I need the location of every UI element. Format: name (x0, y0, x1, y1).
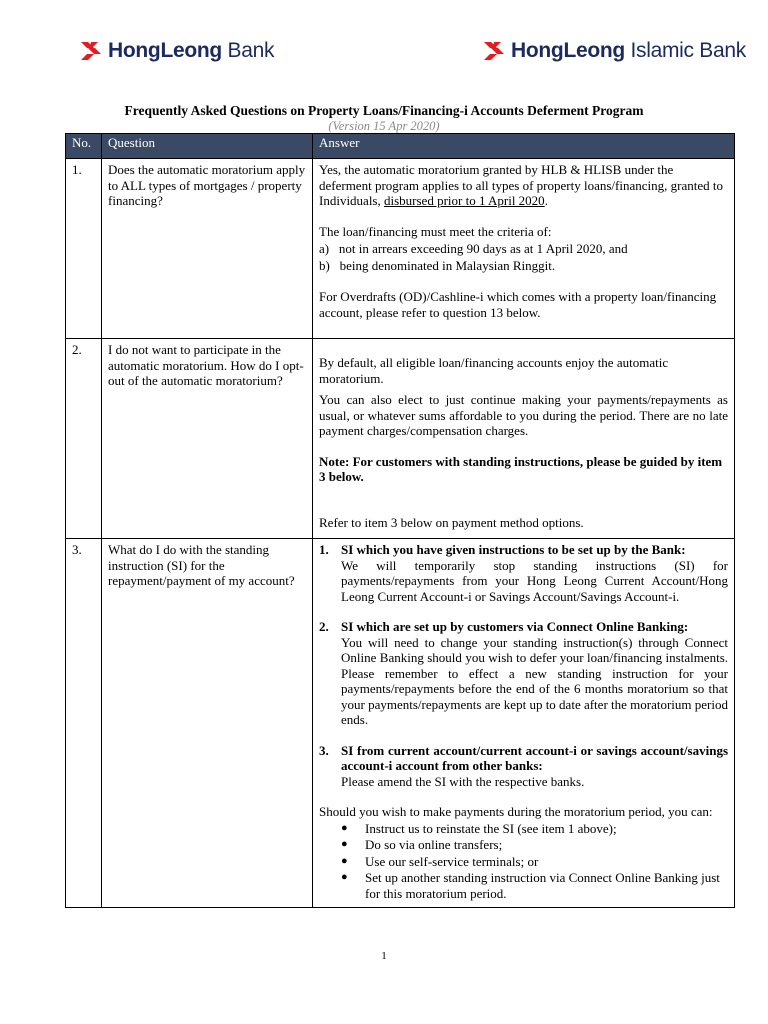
row-question: What do I do with the standing instruction (SI) for the repayment/payment of my account? (102, 539, 313, 908)
si-item: 3. SI from current account/current account-i or savings account/savings account-i account from other banks: Please amend the SI with the respective banks. (319, 742, 728, 789)
si-heading: SI which you have given instructions to be set up by the Bank: (341, 542, 686, 557)
row-answer (313, 159, 735, 339)
si-heading: SI which are set up by customers via Connect Online Banking: (341, 619, 689, 634)
row-question: I do not want to participate in the automatic moratorium. How do I opt-out of the automatic moratorium? (102, 339, 313, 539)
table-row (66, 339, 735, 539)
si-heading: SI from current account/current account-i or savings account/savings account-i account from other banks: (341, 742, 728, 773)
si-item: 2. SI which are set up by customers via Connect Online Banking: You will need to change your standing instruction(s) through Connect Online Banking should you wish to defer your loan/financing instalments. Please remember to effect a new standing instruction for your payments/repayments before the end of the 6 months moratorium so that your payments/repayments are kept up to date after the moratorium period ends. (319, 619, 728, 727)
answer-paragraph: By default, all eligible loan/financing accounts enjoy the automatic moratorium. (319, 355, 669, 386)
payment-options-list (319, 821, 728, 902)
hong-leong-mark-icon (481, 38, 507, 64)
si-body: Please amend the SI with the respective banks. (341, 773, 585, 789)
header-answer: Answer (313, 134, 735, 159)
list-item: a) not in arrears exceeding 90 days as at 1 April 2020, and (319, 241, 628, 256)
answer-paragraph: For Overdrafts (OD)/Cashline-i which comes with a property loan/financing account, please refer to question 13 below. (319, 289, 717, 320)
logo-wordmark: HongLeong Islamic Bank (511, 39, 746, 62)
row-answer (313, 339, 735, 539)
hong-leong-mark-icon (78, 38, 104, 64)
bullet-icon: ● (341, 854, 348, 867)
faq-table (65, 133, 735, 908)
si-body: We will temporarily stop standing instructions (SI) for payments/repayments from your Hong Leong Current Account/Hong Leong Current Account-i or Savings Account/Savings Account-i. (341, 557, 728, 604)
si-item: 1. SI which you have given instructions to be set up by the Bank: We will temporarily stop standing instructions (SI) for payments/repayments from your Hong Leong Current Account/Hong Leong Current Account-i or Savings Account/Savings Account-i. (319, 542, 728, 604)
row-number: 3. (66, 539, 102, 908)
bullet-icon: ● (341, 871, 348, 883)
table-row (66, 159, 735, 339)
header-no: No. (66, 134, 102, 159)
bullet-icon: ● (341, 821, 348, 834)
page-number: 1 (381, 950, 387, 962)
row-number: 2. (66, 339, 102, 539)
list-item: ● Use our self-service terminals; or (341, 853, 539, 869)
hong-leong-bank-logo (78, 38, 274, 64)
row-answer (313, 539, 735, 908)
table-header-row (66, 134, 735, 159)
hong-leong-islamic-bank-logo (481, 38, 746, 64)
list-item: b) being denominated in Malaysian Ringgit. (319, 257, 556, 273)
list-item: ● Set up another standing instruction via Connect Online Banking just for this moratorium period. (341, 870, 720, 901)
logo-wordmark: HongLeong Bank (108, 39, 275, 62)
answer-note: Note: For customers with standing instructions, please be guided by item 3 below. (319, 453, 723, 484)
answer-paragraph: You can also elect to just continue making your payments/repayments as usual, or whatever sums affordable to you during the period. There are no late payment charges/compensation charges. (319, 392, 728, 438)
si-body: You will need to change your standing instruction(s) through Connect Online Banking should you wish to defer your loan/financing instalments. Please remember to effect a new standing instruction for your payments/repayments before the end of the 6 months moratorium so that your payments/repayments are kept up to date after the moratorium period ends. (341, 634, 728, 727)
list-item: ● Do so via online transfers; (341, 837, 503, 852)
criteria-list (319, 241, 728, 273)
answer-paragraph: Refer to item 3 below on payment method options. (319, 514, 584, 530)
list-item: ● Instruct us to reinstate the SI (see item 1 above); (341, 820, 617, 836)
document-version: (Version 15 Apr 2020) (328, 119, 440, 133)
answer-paragraph: Should you wish to make payments during the moratorium period, you can: (319, 804, 713, 819)
answer-paragraph: The loan/financing must meet the criteria of: (319, 223, 552, 239)
row-question: Does the automatic moratorium apply to ALL types of mortgages / property financing? (102, 159, 313, 339)
header-question: Question (102, 134, 313, 159)
answer-paragraph: Yes, the automatic moratorium granted by HLB & HLISB under the deferment program applies to all types of property loans/financing, granted to Individuals, disbursed prior to 1 April 2020. (319, 162, 723, 208)
table-row (66, 539, 735, 908)
document-title: Frequently Asked Questions on Property Loans/Financing-i Accounts Deferment Program (124, 103, 644, 118)
bullet-icon: ● (341, 838, 348, 850)
row-number: 1. (66, 159, 102, 339)
